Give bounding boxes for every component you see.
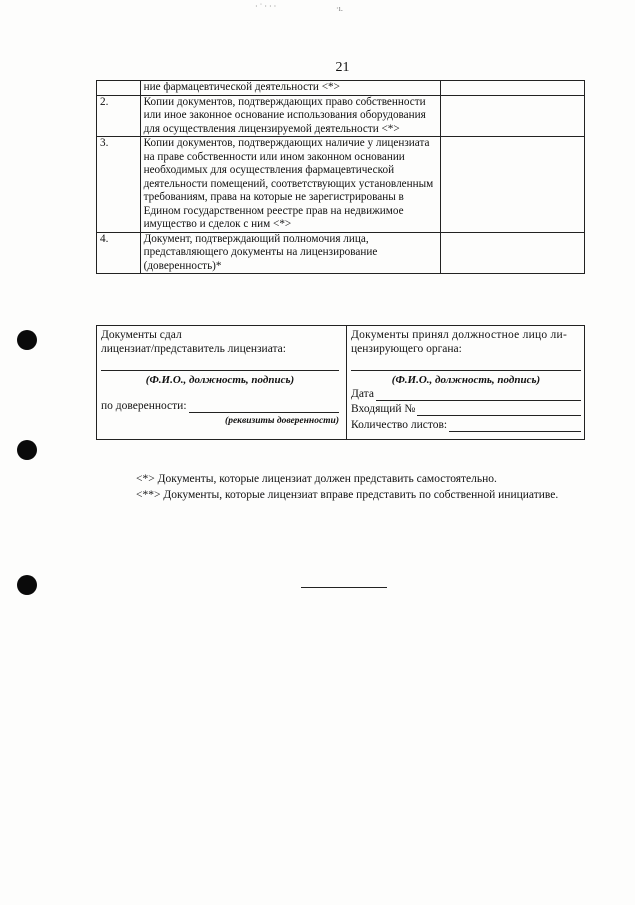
row-number: 4. — [97, 232, 141, 274]
row-description: Копии документов, подтверждающих наличие у лицензиата на праве собственности или ином законном основании необходимых для осуществления фармацевтической деятельности помещений, соответствующих установленным требованиям, права на которые не зарегистрированы в Едином государственном реестре прав на недвижимое имущество и сделок с ним <*> — [140, 137, 440, 233]
date-field[interactable] — [376, 389, 581, 401]
proxy-caption: (реквизиты доверенности) — [225, 416, 339, 426]
proxy-row — [101, 399, 339, 413]
table-row — [97, 137, 585, 233]
punch-hole — [17, 575, 37, 595]
row-note-cell — [440, 81, 584, 96]
sheets-count-label: Количество листов: — [351, 419, 448, 431]
row-number: 3. — [97, 137, 141, 233]
signature-block — [96, 325, 585, 440]
receiver-title: Документы принял должностное лицо ли- — [351, 329, 568, 341]
footnote-required: <*> Документы, которые лицензиат должен представить самостоятельно. — [136, 473, 497, 485]
row-description: Копии документов, подтверждающих право собственности или иное законное основание использования оборудования для осуществления лицензируемой деятельности <*> — [140, 95, 440, 137]
row-number — [97, 81, 141, 96]
row-description: Документ, подтверждающий полномочия лица, представляющего документы на лицензирование (доверенность)* — [140, 232, 440, 274]
scan-artifact: · ˙ · · · — [255, 2, 277, 11]
punch-hole — [17, 330, 37, 350]
submitter-subtitle: лицензиат/представитель лицензиата: — [101, 343, 286, 355]
footnote-optional: <**> Документы, которые лицензиат вправе представить по собственной инициативе. — [136, 489, 559, 501]
receiver-signature-caption: (Ф.И.О., должность, подпись) — [391, 374, 541, 386]
table-row — [97, 232, 585, 274]
page-number: 21 — [335, 60, 350, 75]
receiver-subtitle: цензирующего органа: — [351, 343, 462, 355]
submitter-section — [101, 328, 339, 428]
row-description: ние фармацевтической деятельности <*> — [140, 81, 440, 96]
receiver-section — [351, 328, 581, 432]
punch-hole — [17, 440, 37, 460]
table-row — [97, 95, 585, 137]
end-separator-line — [301, 587, 387, 588]
submitter-signature-line[interactable] — [101, 370, 339, 371]
row-note-cell — [440, 137, 584, 233]
date-row — [351, 387, 581, 401]
proxy-label: по доверенности: — [101, 400, 187, 412]
incoming-row — [351, 402, 581, 416]
row-number: 2. — [97, 95, 141, 137]
date-label: Дата — [351, 388, 374, 400]
receiver-signature-line[interactable] — [351, 370, 581, 371]
scan-artifact: ·ı. — [336, 4, 343, 13]
documents-table — [96, 80, 585, 274]
table-row — [97, 81, 585, 96]
row-note-cell — [440, 95, 584, 137]
sheets-count-field[interactable] — [449, 420, 581, 432]
row-note-cell — [440, 232, 584, 274]
submitter-title: Документы сдал — [101, 329, 182, 341]
incoming-number-label: Входящий № — [351, 403, 416, 415]
proxy-field[interactable] — [189, 401, 339, 413]
signature-divider — [346, 326, 347, 439]
submitter-signature-caption: (Ф.И.О., должность, подпись) — [145, 374, 295, 386]
incoming-number-field[interactable] — [417, 404, 581, 416]
footnotes — [96, 471, 585, 503]
sheets-row — [351, 418, 581, 432]
